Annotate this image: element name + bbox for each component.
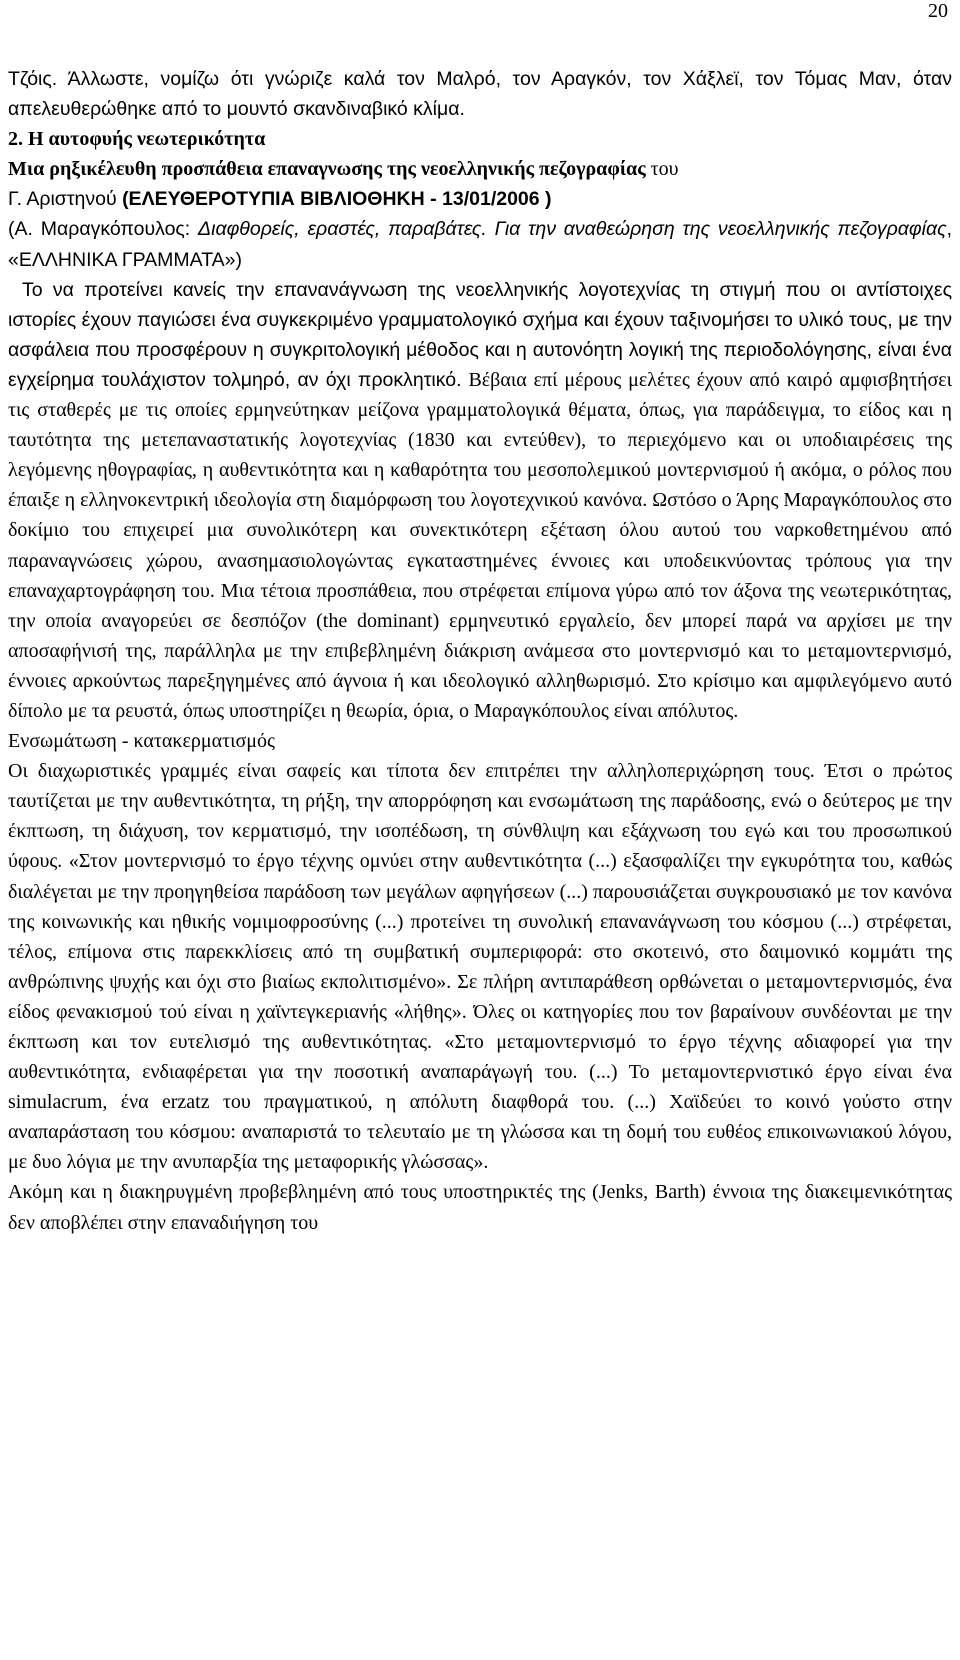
byline-author: Γ. Αριστηνού (8, 188, 123, 211)
intro-paragraph: Τζόις. Άλλωστε, νομίζω ότι γνώριζε καλά τον Μαλρό, τον Αραγκόν, τον Χάξλεϊ, τον Τόμας Μαν, όταν απελευθερώθηκε από το μουντό σκανδιναβικό κλίμα. (8, 68, 952, 121)
body-paragraph-serif: Βέβαια επί μέρους μελέτες έχουν από καιρό αμφισβητήσει τις σταθερές με τις οποίες ερμηνεύτηκαν μείζονα γραμματολογικά θέματα, όπως, για παράδειγμα, το είδος και η ταυτότητα της μετεπαναστατικής λογοτεχνίας (1830 και εντεύθεν), το περιεχόμενο και οι υποδιαιρέσεις της λεγόμενης ηθογραφίας, η αυθεντικότητα και η καθαρότητα του μεσοπολεμικού μοντερνισμού ή ακόμα, ο ρόλος που έπαιξε η ελληνοκεντρική ιδεολογία στη διαμόρφωση του λογοτεχνικού κανόνα. Ωστόσο ο Άρης Μαραγκόπουλος στο δοκίμιο του επιχειρεί μια συνολικότερη και συνεκτικότερη εξέταση όλου αυτού του ναρκοθετημένου από παραναγνώσεις χώρου, ανασημασιολογώντας εγκαταστημένες έννοιες και υποδεικνύοντας τρόπους για την επαναχαρτογράφηση του. Μια τέτοια προσπάθεια, που στρέφεται επίμονα γύρω από τον άξονα της νεωτερικότητας, την οποία αναγορεύει σε δεσπόζον (the dominant) ερμηνευτικό εργαλείο, δεν μπορεί παρά να αρχίσει με την αποσαφήνισή της, παράλληλα με την επιβεβλημένη διάκριση ανάμεσα στο μοντερνισμό και το μεταμοντερνισμό, έννοιες αρκούντως παρεξηγημένες από άγνοια ή και ιδεολογικό αλληθωρισμό. Στο κρίσιμο και αμφιλεγόμενο αυτό δίπολο με τα ρευστά, όπως υποστηρίζει η θεωρία, όρια, ο Μαραγκόπουλος είναι απόλυτος. (8, 368, 953, 722)
subheading: Ενσωμάτωση - κατακερματισμός (8, 730, 275, 753)
byline (8, 184, 952, 214)
book-title: Διαφθορείς, εραστές, παραβάτες. Για την αναθεώρηση της νεοελληνικής πεζογραφίας (198, 218, 947, 241)
book-reference (8, 214, 952, 274)
document-page (8, 64, 952, 1238)
body-paragraph-2: Οι διαχωριστικές γραμμές είναι σαφείς και τίποτα δεν επιτρέπει την αλληλοπεριχώρηση τους. Έτσι ο πρώτος ταυτίζεται με την αυθεντικότητα, τη ρήξη, την απορρόφηση και ενσωμάτωση της παράδοσης, ενώ ο δεύτερος με την έκπτωση, τη διάχυση, τον κερματισμό, την ισοπέδωση, τη σύνθλιψη και εξάχνωση του εγώ και του προσωπικού ύφους. «Στον μοντερνισμό το έργο τέχνης ομνύει στην αυθεντικότητα (...) εξασφαλίζει την εγκυρότητα του, καθώς διαλέγεται με την προηγηθείσα παράδοση των μεγάλων αφηγήσεων (...) παρουσιάζεται συγκρουσιακό με τον κανόνα της κοινωνικής και ηθικής νομιμοφροσύνης (...) προτείνει τη συνολική επανανάγνωση του κόσμου (...) στρέφεται, τέλος, επίμονα στις παρεκκλίσεις από τη συμβατική συμπεριφορά: στο σκοτεινό, στο δαιμονικό κομμάτι της ανθρώπινης ψυχής και όχι στο βιαίως εκπολιτισμένο». Σε πλήρη αντιπαράθεση ορθώνεται ο μεταμοντερνισμός, ένα είδος φενακισμού τού είναι η χαϊντεγκεριανής «λήθης». Όλες οι κατηγορίες που τον βαραίνουν συνδέονται με την έκπτωση και τον ευτελισμό της αυθεντικότητας. «Στο μεταμοντερνισμό το έργο τέχνης αδιαφορεί για την αυθεντικότητα, ενδιαφέρεται για την ποσοτική αναπαράγωγή του. (...) Το μεταμοντερνιστικό έργο είναι ένα simulacrum, ένα erzatz του πραγματικού, η απόλυτη διαφθορά του. (...) Χαϊδεύει το κοινό γούστο στην αναπαράσταση του κόσμου: αναπαριστά το τελευταίο με τη γλώσσα και τη δομή του ευθέος επικοινωνιακού λόγου, με δυο λόγια με την ανυπαρξία της μεταφορικής γλώσσας». (8, 760, 952, 1174)
body-paragraph-sans: Το να προτείνει κανείς την επανανάγνωση της νεοελληνικής λογοτεχνίας τη στιγμή που οι αντίστοιχες ιστορίες έχουν παγιώσει ένα συγκεκριμένο γραμματολογικό σχήμα και έχουν ταξινομήσει το υλικό τους, με την ασφάλεια που προσφέρουν η συγκριτολογική μέθοδος και η αυτονόητη λογική της περιοδολόγησης, είναι ένα εγχείρημα τουλάχιστον τολμηρό, αν όχι προκλητικό. (8, 278, 952, 391)
byline-source: (ΕΛΕΥΘΕΡΟΤΥΠΙΑ ΒΙΒΛΙΟΘΗΚΗ - 13/01/2006 ) (122, 188, 552, 211)
subtitle-rest: του (645, 158, 679, 181)
body-paragraph (8, 275, 952, 726)
book-publisher: , «ΕΛΛΗΝΙΚΑ ΓΡΑΜΜΑΤΑ») (8, 218, 952, 271)
book-author: (Α. Μαραγκόπουλος: (8, 218, 199, 241)
section-subtitle (8, 154, 952, 184)
subtitle-bold: Μια ρηξικέλευθη προσπάθεια επαναγνωσης της νεοελληνικής πεζογραφίας (8, 158, 646, 181)
section-heading: 2. Η αυτοφυής νεωτερικότητα (8, 128, 266, 151)
body-paragraph-3: Ακόμη και η διακηρυγμένη προβεβλημένη από τους υποστηρικτές της (Jenks, Barth) έννοια της διακειμενικότητας δεν αποβλέπει στην επαναδιήγηση του (8, 1181, 952, 1234)
page-number: 20 (928, 0, 948, 22)
